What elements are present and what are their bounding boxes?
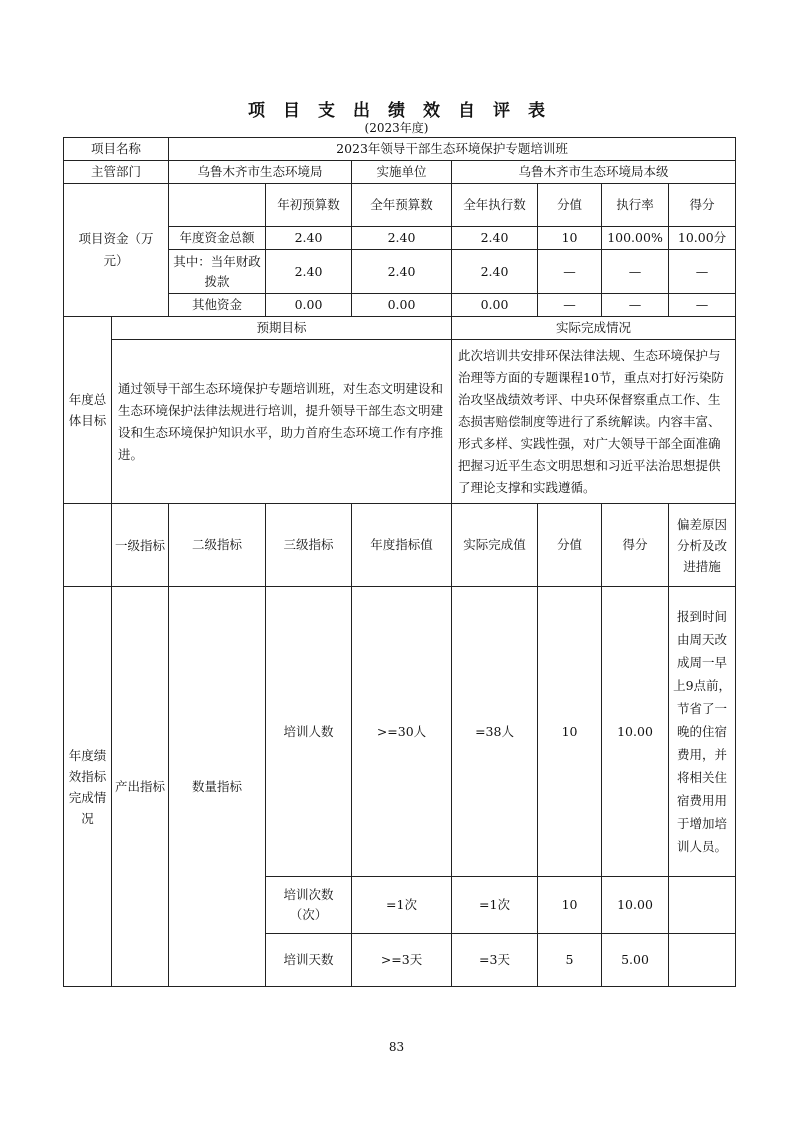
indicator-actual: =38人 <box>452 587 538 877</box>
funds-row-name: 其他资金 <box>169 294 266 317</box>
funds-row-annual: 2.40 <box>352 250 452 294</box>
report-year: (2023年度) <box>364 121 429 135</box>
indicators-section-label: 年度绩效指标完成情况 <box>64 587 112 987</box>
project-name-label: 项目名称 <box>64 138 169 161</box>
indicator-target: =1次 <box>352 877 452 934</box>
expected-goal-text: 通过领导干部生态环境保护专题培训班，对生态文明建设和生态环境保护法律法规进行培训，提升领导干部生态文明建设和生态环境保护知识水平，助力首府生态环境工作有序推进。 <box>112 340 452 504</box>
header-level2: 二级指标 <box>169 504 266 587</box>
page-title: 项目支出绩效自评表 <box>248 101 563 121</box>
header-actual: 实际完成值 <box>452 504 538 587</box>
funds-row-initial: 0.00 <box>266 294 352 317</box>
header-target: 年度指标值 <box>352 504 452 587</box>
dept-label: 主管部门 <box>64 161 169 184</box>
indicator-actual: =3天 <box>452 934 538 987</box>
indicator-score: 10.00 <box>602 587 669 877</box>
indicator-deviation: 报到时间由周天改成周一早上9点前，节省了一晚的住宿费用，并将相关住宿费用用于增加培训人员。 <box>669 587 736 877</box>
self-evaluation-table <box>63 137 736 987</box>
funds-row-executed: 2.40 <box>452 227 538 250</box>
funds-row-name: 其中：当年财政拨款 <box>169 250 266 294</box>
header-level1: 一级指标 <box>112 504 169 587</box>
page-number: 83 <box>388 1040 405 1054</box>
project-name-row <box>64 138 736 161</box>
department-row <box>64 161 736 184</box>
funds-header-weight: 分值 <box>538 184 602 227</box>
funds-row-annual: 2.40 <box>352 227 452 250</box>
funds-header-row <box>64 184 736 227</box>
goals-content-row <box>64 340 736 504</box>
header-deviation: 偏差原因分析及改进措施 <box>669 504 736 587</box>
funds-row-rate: — <box>602 250 669 294</box>
header-weight: 分值 <box>538 504 602 587</box>
funds-row-score: — <box>669 250 736 294</box>
funds-row-rate: — <box>602 294 669 317</box>
impl-label: 实施单位 <box>352 161 452 184</box>
funds-row-weight: — <box>538 294 602 317</box>
funds-row-score: — <box>669 294 736 317</box>
funds-label: 项目资金（万元） <box>64 184 169 317</box>
actual-result-text: 此次培训共安排环保法律法规、生态环境保护与治理等方面的专题课程10节，重点对打好污染防治攻坚战绩效考评、中央环保督察重点工作、生态损害赔偿制度等进行了系统解读。内容丰富、形式多样、实践性强，对广大领导干部全面准确把握习近平生态文明思想和习近平法治思想提供了理论支撑和实践遵循。 <box>452 340 736 504</box>
indicator-score: 10.00 <box>602 877 669 934</box>
header-level3: 三级指标 <box>266 504 352 587</box>
funds-row-initial: 2.40 <box>266 227 352 250</box>
funds-row-executed: 0.00 <box>452 294 538 317</box>
impl-value: 乌鲁木齐市生态环境局本级 <box>452 161 736 184</box>
level1-value: 产出指标 <box>112 587 169 987</box>
funds-header-executed: 全年执行数 <box>452 184 538 227</box>
indicator-weight: 10 <box>538 877 602 934</box>
expected-goal-header: 预期目标 <box>112 317 452 340</box>
indicator-header-blank <box>64 504 112 587</box>
funds-header-score: 得分 <box>669 184 736 227</box>
funds-header-blank <box>169 184 266 227</box>
funds-row-score: 10.00分 <box>669 227 736 250</box>
funds-row-name: 年度资金总额 <box>169 227 266 250</box>
project-name-value: 2023年领导干部生态环境保护专题培训班 <box>169 138 736 161</box>
funds-row-rate: 100.00% <box>602 227 669 250</box>
funds-row-executed: 2.40 <box>452 250 538 294</box>
goals-header-row <box>64 317 736 340</box>
indicator-target: >=3天 <box>352 934 452 987</box>
indicator-deviation <box>669 934 736 987</box>
goals-label: 年度总体目标 <box>64 317 112 504</box>
level2-value: 数量指标 <box>169 587 266 987</box>
indicator-name: 培训天数 <box>266 934 352 987</box>
header-score: 得分 <box>602 504 669 587</box>
funds-row-weight: — <box>538 250 602 294</box>
actual-result-header: 实际完成情况 <box>452 317 736 340</box>
indicator-actual: =1次 <box>452 877 538 934</box>
indicator-row <box>64 587 736 877</box>
funds-row-initial: 2.40 <box>266 250 352 294</box>
funds-header-rate: 执行率 <box>602 184 669 227</box>
indicator-name: 培训人数 <box>266 587 352 877</box>
funds-row-weight: 10 <box>538 227 602 250</box>
indicator-target: >=30人 <box>352 587 452 877</box>
funds-header-initial: 年初预算数 <box>266 184 352 227</box>
indicator-deviation <box>669 877 736 934</box>
indicator-header-row <box>64 504 736 587</box>
indicator-weight: 5 <box>538 934 602 987</box>
indicator-weight: 10 <box>538 587 602 877</box>
funds-header-annual: 全年预算数 <box>352 184 452 227</box>
indicator-name: 培训次数（次） <box>266 877 352 934</box>
dept-value: 乌鲁木齐市生态环境局 <box>169 161 352 184</box>
funds-row-annual: 0.00 <box>352 294 452 317</box>
indicator-score: 5.00 <box>602 934 669 987</box>
